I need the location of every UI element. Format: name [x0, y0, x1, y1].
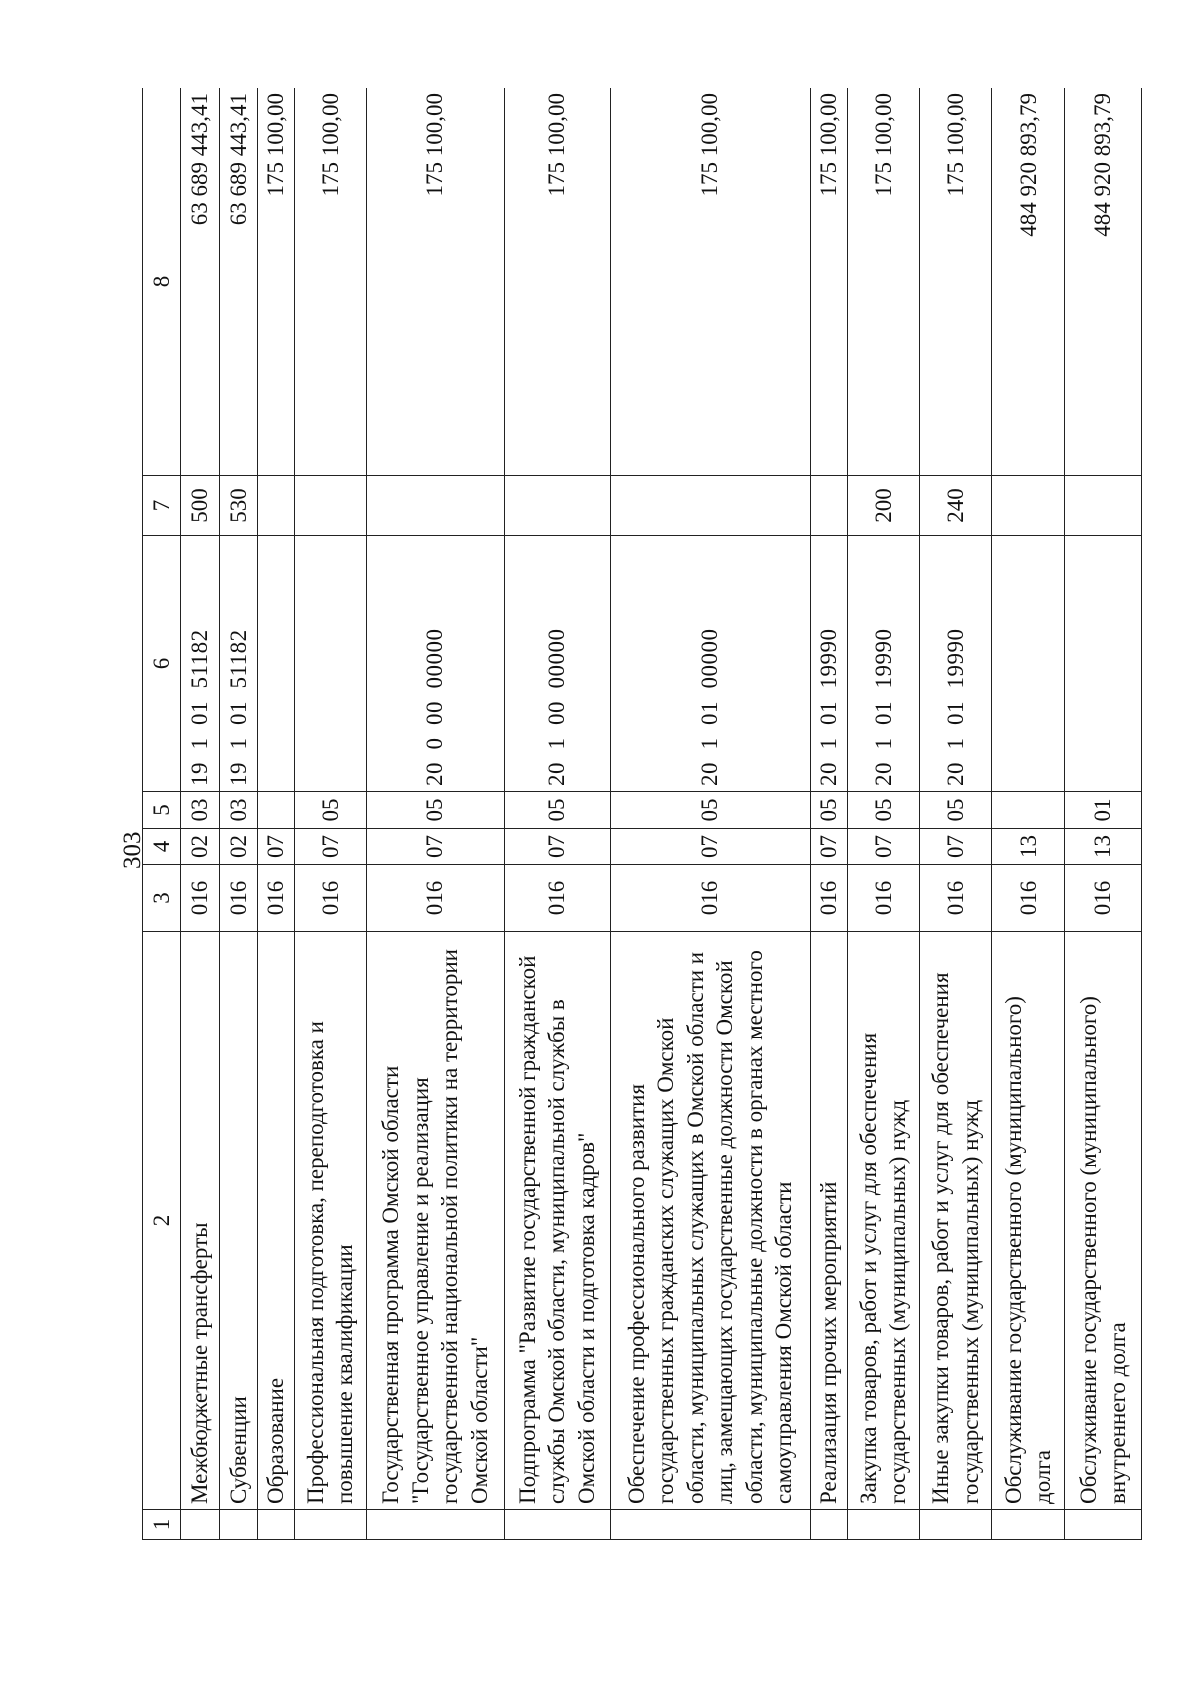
- table-row: [294, 88, 366, 1540]
- item-name-cell: Обслуживание государственного (муниципального) долга: [992, 932, 1065, 1510]
- expense-type-code-cell: 500: [181, 476, 220, 536]
- column-header: 7: [143, 476, 181, 536]
- row-index-cell: [1065, 1510, 1142, 1540]
- amount-cell: 175 100,00: [810, 88, 847, 476]
- amount-cell: 175 100,00: [366, 88, 504, 476]
- row-index-cell: [504, 1510, 610, 1540]
- target-article-code-cell: [992, 536, 1065, 792]
- expense-type-code-cell: [810, 476, 847, 536]
- grbs-code-cell: 016: [1065, 865, 1142, 932]
- amount-cell: 63 689 443,41: [181, 88, 220, 476]
- section-code-cell: 07: [504, 829, 610, 865]
- item-name-cell: Государственная программа Омской области "Государственное управление и реализация государственной национальной политики на территории Омской области": [366, 932, 504, 1510]
- table-row: [366, 88, 504, 1540]
- subsection-code-cell: [992, 792, 1065, 829]
- subsection-code-cell: 01: [1065, 792, 1142, 829]
- table-row: [992, 88, 1065, 1540]
- grbs-code-cell: 016: [504, 865, 610, 932]
- target-article-code-cell: 20 1 00 00000: [504, 536, 610, 792]
- row-index-cell: [919, 1510, 991, 1540]
- row-index-cell: [181, 1510, 220, 1540]
- column-header: 4: [143, 829, 181, 865]
- section-code-cell: 13: [1065, 829, 1142, 865]
- grbs-code-cell: 016: [810, 865, 847, 932]
- amount-cell: 484 920 893,79: [992, 88, 1065, 476]
- subsection-code-cell: 05: [294, 792, 366, 829]
- expense-type-code-cell: [992, 476, 1065, 536]
- column-number-header-row: [143, 88, 181, 1540]
- page-number: 303: [119, 831, 146, 869]
- column-header: 6: [143, 536, 181, 792]
- item-name-cell: Реализация прочих мероприятий: [810, 932, 847, 1510]
- item-name-cell: Закупка товаров, работ и услуг для обеспечения государственных (муниципальных) нужд: [847, 932, 919, 1510]
- section-code-cell: 07: [366, 829, 504, 865]
- grbs-code-cell: 016: [847, 865, 919, 932]
- table-row: [610, 88, 810, 1540]
- row-index-cell: [366, 1510, 504, 1540]
- target-article-code-cell: 20 1 01 00000: [610, 536, 810, 792]
- grbs-code-cell: 016: [366, 865, 504, 932]
- grbs-code-cell: 016: [181, 865, 220, 932]
- section-code-cell: 07: [810, 829, 847, 865]
- item-name-cell: Подпрограмма "Развитие государственной гражданской службы Омской области, муниципальной службы в Омской области и подготовка кадров": [504, 932, 610, 1510]
- expense-type-code-cell: [610, 476, 810, 536]
- table-row: [1065, 88, 1142, 1540]
- amount-cell: 175 100,00: [504, 88, 610, 476]
- subsection-code-cell: 03: [181, 792, 220, 829]
- target-article-code-cell: [257, 536, 294, 792]
- table-row: [810, 88, 847, 1540]
- row-index-cell: [847, 1510, 919, 1540]
- target-article-code-cell: 19 1 01 51182: [220, 536, 257, 792]
- target-article-code-cell: [294, 536, 366, 792]
- row-index-cell: [992, 1510, 1065, 1540]
- section-code-cell: 02: [181, 829, 220, 865]
- amount-cell: 175 100,00: [919, 88, 991, 476]
- section-code-cell: 02: [220, 829, 257, 865]
- subsection-code-cell: 05: [366, 792, 504, 829]
- subsection-code-cell: 05: [847, 792, 919, 829]
- section-code-cell: 13: [992, 829, 1065, 865]
- subsection-code-cell: 05: [919, 792, 991, 829]
- table-row: [257, 88, 294, 1540]
- amount-cell: 63 689 443,41: [220, 88, 257, 476]
- target-article-code-cell: 20 0 00 00000: [366, 536, 504, 792]
- expense-type-code-cell: [1065, 476, 1142, 536]
- section-code-cell: 07: [919, 829, 991, 865]
- target-article-code-cell: [1065, 536, 1142, 792]
- target-article-code-cell: 19 1 01 51182: [181, 536, 220, 792]
- amount-cell: 484 920 893,79: [1065, 88, 1142, 476]
- section-code-cell: 07: [257, 829, 294, 865]
- item-name-cell: Межбюджетные трансферты: [181, 932, 220, 1510]
- amount-cell: 175 100,00: [257, 88, 294, 476]
- grbs-code-cell: 016: [257, 865, 294, 932]
- table-row: [847, 88, 919, 1540]
- amount-cell: 175 100,00: [610, 88, 810, 476]
- rotated-table-frame: [142, 88, 1142, 1540]
- table-row: [919, 88, 991, 1540]
- item-name-cell: Обеспечение профессионального развития государственных гражданских служащих Омской области, муниципальных служащих в Омской области и лиц, замещающих государственные должности Омской области, муниципальные должности в органах местного самоуправления Омской области: [610, 932, 810, 1510]
- grbs-code-cell: 016: [610, 865, 810, 932]
- section-code-cell: 07: [610, 829, 810, 865]
- item-name-cell: Образование: [257, 932, 294, 1510]
- column-header: 3: [143, 865, 181, 932]
- row-index-cell: [294, 1510, 366, 1540]
- expense-type-code-cell: 240: [919, 476, 991, 536]
- column-header: 1: [143, 1510, 181, 1540]
- row-index-cell: [220, 1510, 257, 1540]
- amount-cell: 175 100,00: [294, 88, 366, 476]
- row-index-cell: [257, 1510, 294, 1540]
- target-article-code-cell: 20 1 01 19990: [919, 536, 991, 792]
- section-code-cell: 07: [294, 829, 366, 865]
- grbs-code-cell: 016: [294, 865, 366, 932]
- expense-type-code-cell: 530: [220, 476, 257, 536]
- grbs-code-cell: 016: [220, 865, 257, 932]
- expense-type-code-cell: [257, 476, 294, 536]
- target-article-code-cell: 20 1 01 19990: [847, 536, 919, 792]
- expense-type-code-cell: [504, 476, 610, 536]
- column-header: 5: [143, 792, 181, 829]
- subsection-code-cell: [257, 792, 294, 829]
- column-header: 2: [143, 932, 181, 1510]
- subsection-code-cell: 03: [220, 792, 257, 829]
- expense-type-code-cell: [294, 476, 366, 536]
- budget-table: [142, 88, 1142, 1540]
- item-name-cell: Субвенции: [220, 932, 257, 1510]
- section-code-cell: 07: [847, 829, 919, 865]
- table-row: [220, 88, 257, 1540]
- subsection-code-cell: 05: [504, 792, 610, 829]
- row-index-cell: [810, 1510, 847, 1540]
- expense-type-code-cell: [366, 476, 504, 536]
- row-index-cell: [610, 1510, 810, 1540]
- subsection-code-cell: 05: [810, 792, 847, 829]
- expense-type-code-cell: 200: [847, 476, 919, 536]
- budget-table-container: [142, 88, 1142, 1540]
- subsection-code-cell: 05: [610, 792, 810, 829]
- target-article-code-cell: 20 1 01 19990: [810, 536, 847, 792]
- table-row: [181, 88, 220, 1540]
- column-header: 8: [143, 88, 181, 476]
- amount-cell: 175 100,00: [847, 88, 919, 476]
- grbs-code-cell: 016: [919, 865, 991, 932]
- item-name-cell: Обслуживание государственного (муниципального) внутреннего долга: [1065, 932, 1142, 1510]
- item-name-cell: Профессиональная подготовка, переподготовка и повышение квалификации: [294, 932, 366, 1510]
- table-row: [504, 88, 610, 1540]
- grbs-code-cell: 016: [992, 865, 1065, 932]
- item-name-cell: Иные закупки товаров, работ и услуг для обеспечения государственных (муниципальных) нужд: [919, 932, 991, 1510]
